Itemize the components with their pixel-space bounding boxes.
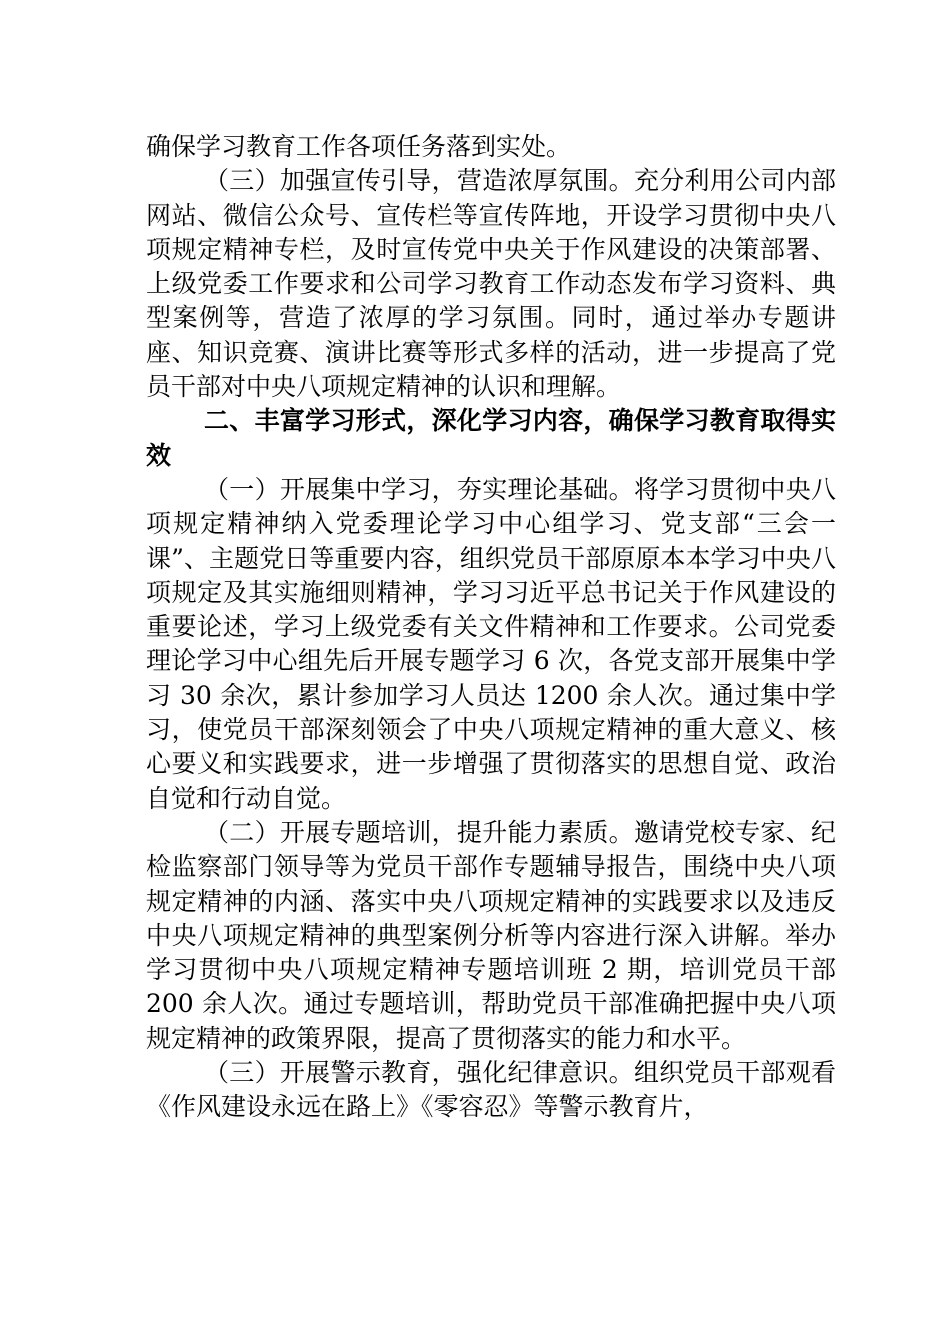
paragraph-centralized-study: （一）开展集中学习，夯实理论基础。将学习贯彻中央八项规定精神纳入党委理论学习中心组学习、党支部“三会一课”、主题党日等重要内容，组织党员干部原原本本学习中央八项规定及其实施细则精神，学习习近平总书记关于作风建设的重要论述，学习上级党委有关文件精神和工作要求。公司党委理论学习中心组先后开展专题学习 6 次，各党支部开展集中学习 30 余次，累计参加学习人员达 1200 余人次。通过集中学习，使党员干部深刻领会了中央八项规定精神的重大意义、核心要义和实践要求，进一步增强了贯彻落实的思想自觉、政治自觉和行动自觉。 (146, 474, 836, 813)
paragraph-warning-education: （三）开展警示教育，强化纪律意识。组织党员干部观看《作风建设永远在路上》《零容忍》等警示教育片， (146, 1058, 836, 1122)
paragraph-special-training: （二）开展专题培训，提升能力素质。邀请党校专家、纪检监察部门领导等为党员干部作专题辅导报告，围绕中央八项规定精神的内涵、落实中央八项规定精神的实践要求以及违反中央八项规定精神的典型案例分析等内容进行深入讲解。举办学习贯彻中央八项规定精神专题培训班 2 期，培训党员干部 200 余人次。通过专题培训，帮助党员干部准确把握中央八项规定精神的政策界限，提高了贯彻落实的能力和水平。 (146, 817, 836, 1053)
section-heading-2: 二、丰富学习形式，深化学习内容，确保学习教育取得实效 (146, 406, 836, 470)
paragraph-continuation: 确保学习教育工作各项任务落到实处。 (146, 132, 572, 161)
paragraph-publicity: （三）加强宣传引导，营造浓厚氛围。充分利用公司内部网站、微信公众号、宣传栏等宣传阵地，开设学习贯彻中央八项规定精神专栏，及时宣传党中央关于作风建设的决策部署、上级党委工作要求和公司学习教育工作动态发布学习资料、典型案例等，营造了浓厚的学习氛围。同时，通过举办专题讲座、知识竞赛、演讲比赛等形式多样的活动，进一步提高了党员干部对中央八项规定精神的认识和理解。 (146, 166, 836, 402)
document-page (146, 130, 836, 1125)
